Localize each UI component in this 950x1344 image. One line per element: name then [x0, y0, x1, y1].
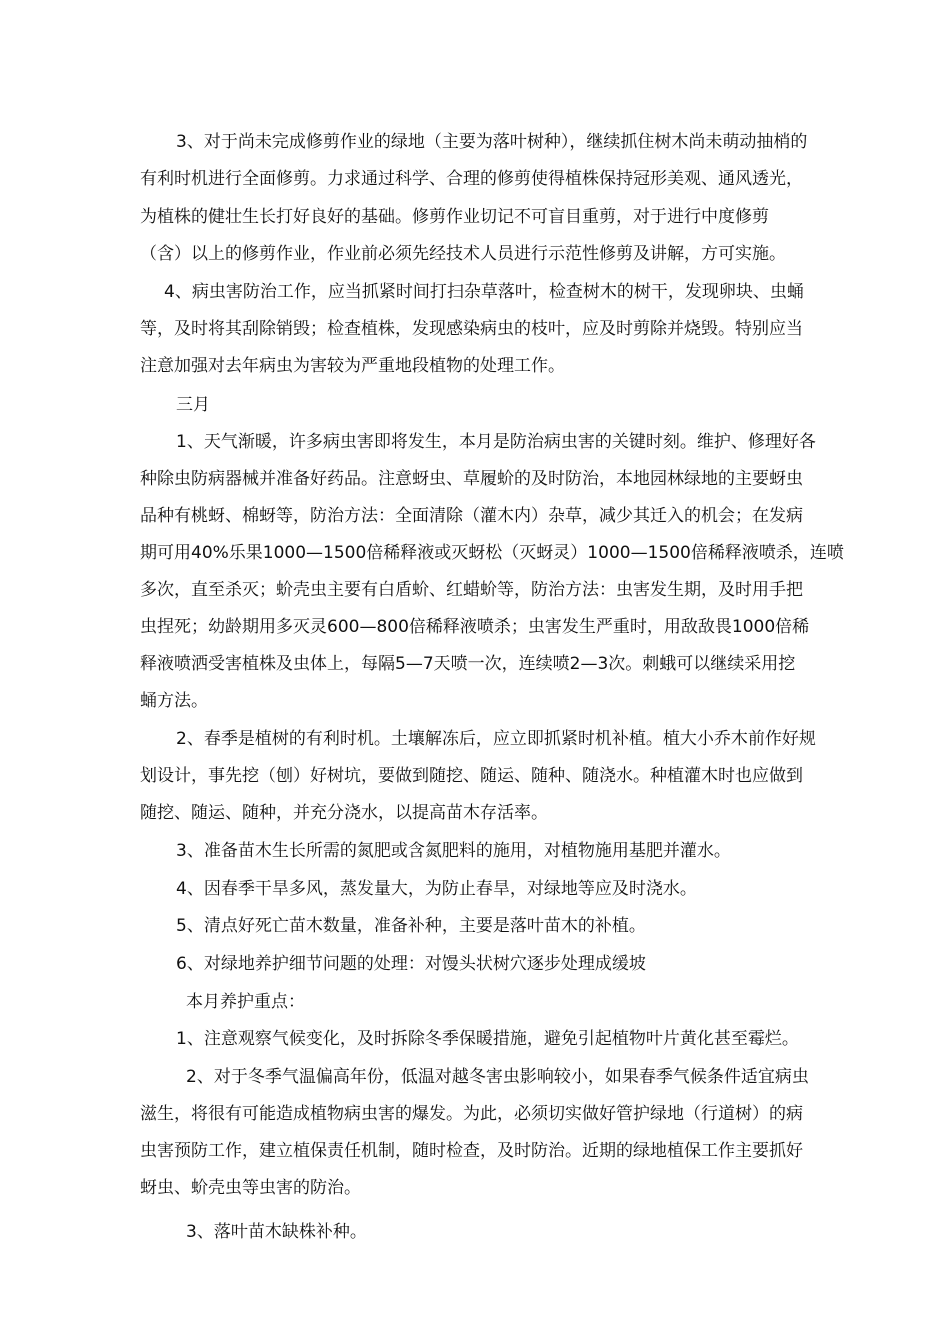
paragraph-line: 释液喷洒受害植株及虫体上，每隔5—7天喷一次，连续喷2—3次。刺蛾可以继续采用挖 — [140, 654, 796, 674]
paragraph-line: 蛹方法。 — [140, 691, 208, 711]
section-heading: 本月养护重点： — [186, 992, 305, 1012]
paragraph-line: 虫害预防工作，建立植保责任机制，随时检查，及时防治。近期的绿地植保工作主要抓好 — [140, 1141, 803, 1161]
paragraph-line: 多次，直至杀灭；蚧壳虫主要有白盾蚧、红蜡蚧等，防治方法：虫害发生期，及时用手把 — [140, 580, 803, 600]
paragraph-line: （含）以上的修剪作业，作业前必须先经技术人员进行示范性修剪及讲解，方可实施。 — [140, 244, 786, 264]
paragraph-line: 为植株的健壮生长打好良好的基础。修剪作业切记不可盲目重剪，对于进行中度修剪 — [140, 207, 769, 227]
paragraph-line: 2、春季是植树的有利时机。土壤解冻后，应立即抓紧时机补植。植大小乔木前作好规 — [176, 729, 816, 749]
paragraph-line: 品种有桃蚜、棉蚜等，防治方法：全面清除（灌木内）杂草，减少其迁入的机会；在发病 — [140, 506, 803, 526]
paragraph-line: 3、落叶苗木缺株补种。 — [186, 1222, 367, 1242]
paragraph-line: 注意加强对去年病虫为害较为严重地段植物的处理工作。 — [140, 356, 565, 376]
paragraph-line: 虫捏死；幼龄期用多灭灵600—800倍稀释液喷杀；虫害发生严重时，用敌敌畏1000倍稀 — [140, 617, 810, 637]
paragraph-line: 3、对于尚未完成修剪作业的绿地（主要为落叶树种），继续抓住树木尚未萌动抽梢的 — [176, 132, 808, 152]
paragraph-line: 等，及时将其刮除销毁；检查植株，发现感染病虫的枝叶，应及时剪除并烧毁。特别应当 — [140, 319, 803, 339]
paragraph-line: 3、准备苗木生长所需的氮肥或含氮肥料的施用，对植物施用基肥并灌水。 — [176, 841, 731, 861]
paragraph-line: 种除虫防病器械并准备好药品。注意蚜虫、草履蚧的及时防治，本地园林绿地的主要蚜虫 — [140, 469, 803, 489]
paragraph-line: 2、对于冬季气温偏高年份，低温对越冬害虫影响较小，如果春季气候条件适宜病虫 — [186, 1067, 809, 1087]
paragraph-line: 5、清点好死亡苗木数量，准备补种，主要是落叶苗木的补植。 — [176, 916, 646, 936]
paragraph-line: 4、病虫害防治工作，应当抓紧时间打扫杂草落叶，检查树木的树干，发现卵块、虫蛹 — [164, 282, 804, 302]
paragraph-line: 有利时机进行全面修剪。力求通过科学、合理的修剪使得植株保持冠形美观、通风透光， — [140, 169, 803, 189]
paragraph-line: 4、因春季干旱多风，蒸发量大，为防止春旱，对绿地等应及时浇水。 — [176, 879, 697, 899]
paragraph-line: 滋生，将很有可能造成植物病虫害的爆发。为此，必须切实做好管护绿地（行道树）的病 — [140, 1104, 803, 1124]
paragraph-line: 6、对绿地养护细节问题的处理：对馒头状树穴逐步处理成缓坡 — [176, 954, 646, 974]
paragraph-line: 划设计，事先挖（刨）好树坑，要做到随挖、随运、随种、随浇水。种植灌木时也应做到 — [140, 766, 803, 786]
paragraph-line: 随挖、随运、随种，并充分浇水，以提高苗木存活率。 — [140, 803, 548, 823]
paragraph-line: 1、注意观察气候变化，及时拆除冬季保暖措施，避免引起植物叶片黄化甚至霉烂。 — [176, 1029, 799, 1049]
section-heading: 三月 — [176, 395, 210, 415]
paragraph-line: 1、天气渐暖，许多病虫害即将发生，本月是防治病虫害的关键时刻。维护、修理好各 — [176, 432, 816, 452]
paragraph-line: 期可用40%乐果1000—1500倍稀释液或灭蚜松（灭蚜灵）1000—1500倍稀释液喷杀，连喷 — [140, 543, 844, 563]
paragraph-line: 蚜虫、蚧壳虫等虫害的防治。 — [140, 1178, 361, 1198]
